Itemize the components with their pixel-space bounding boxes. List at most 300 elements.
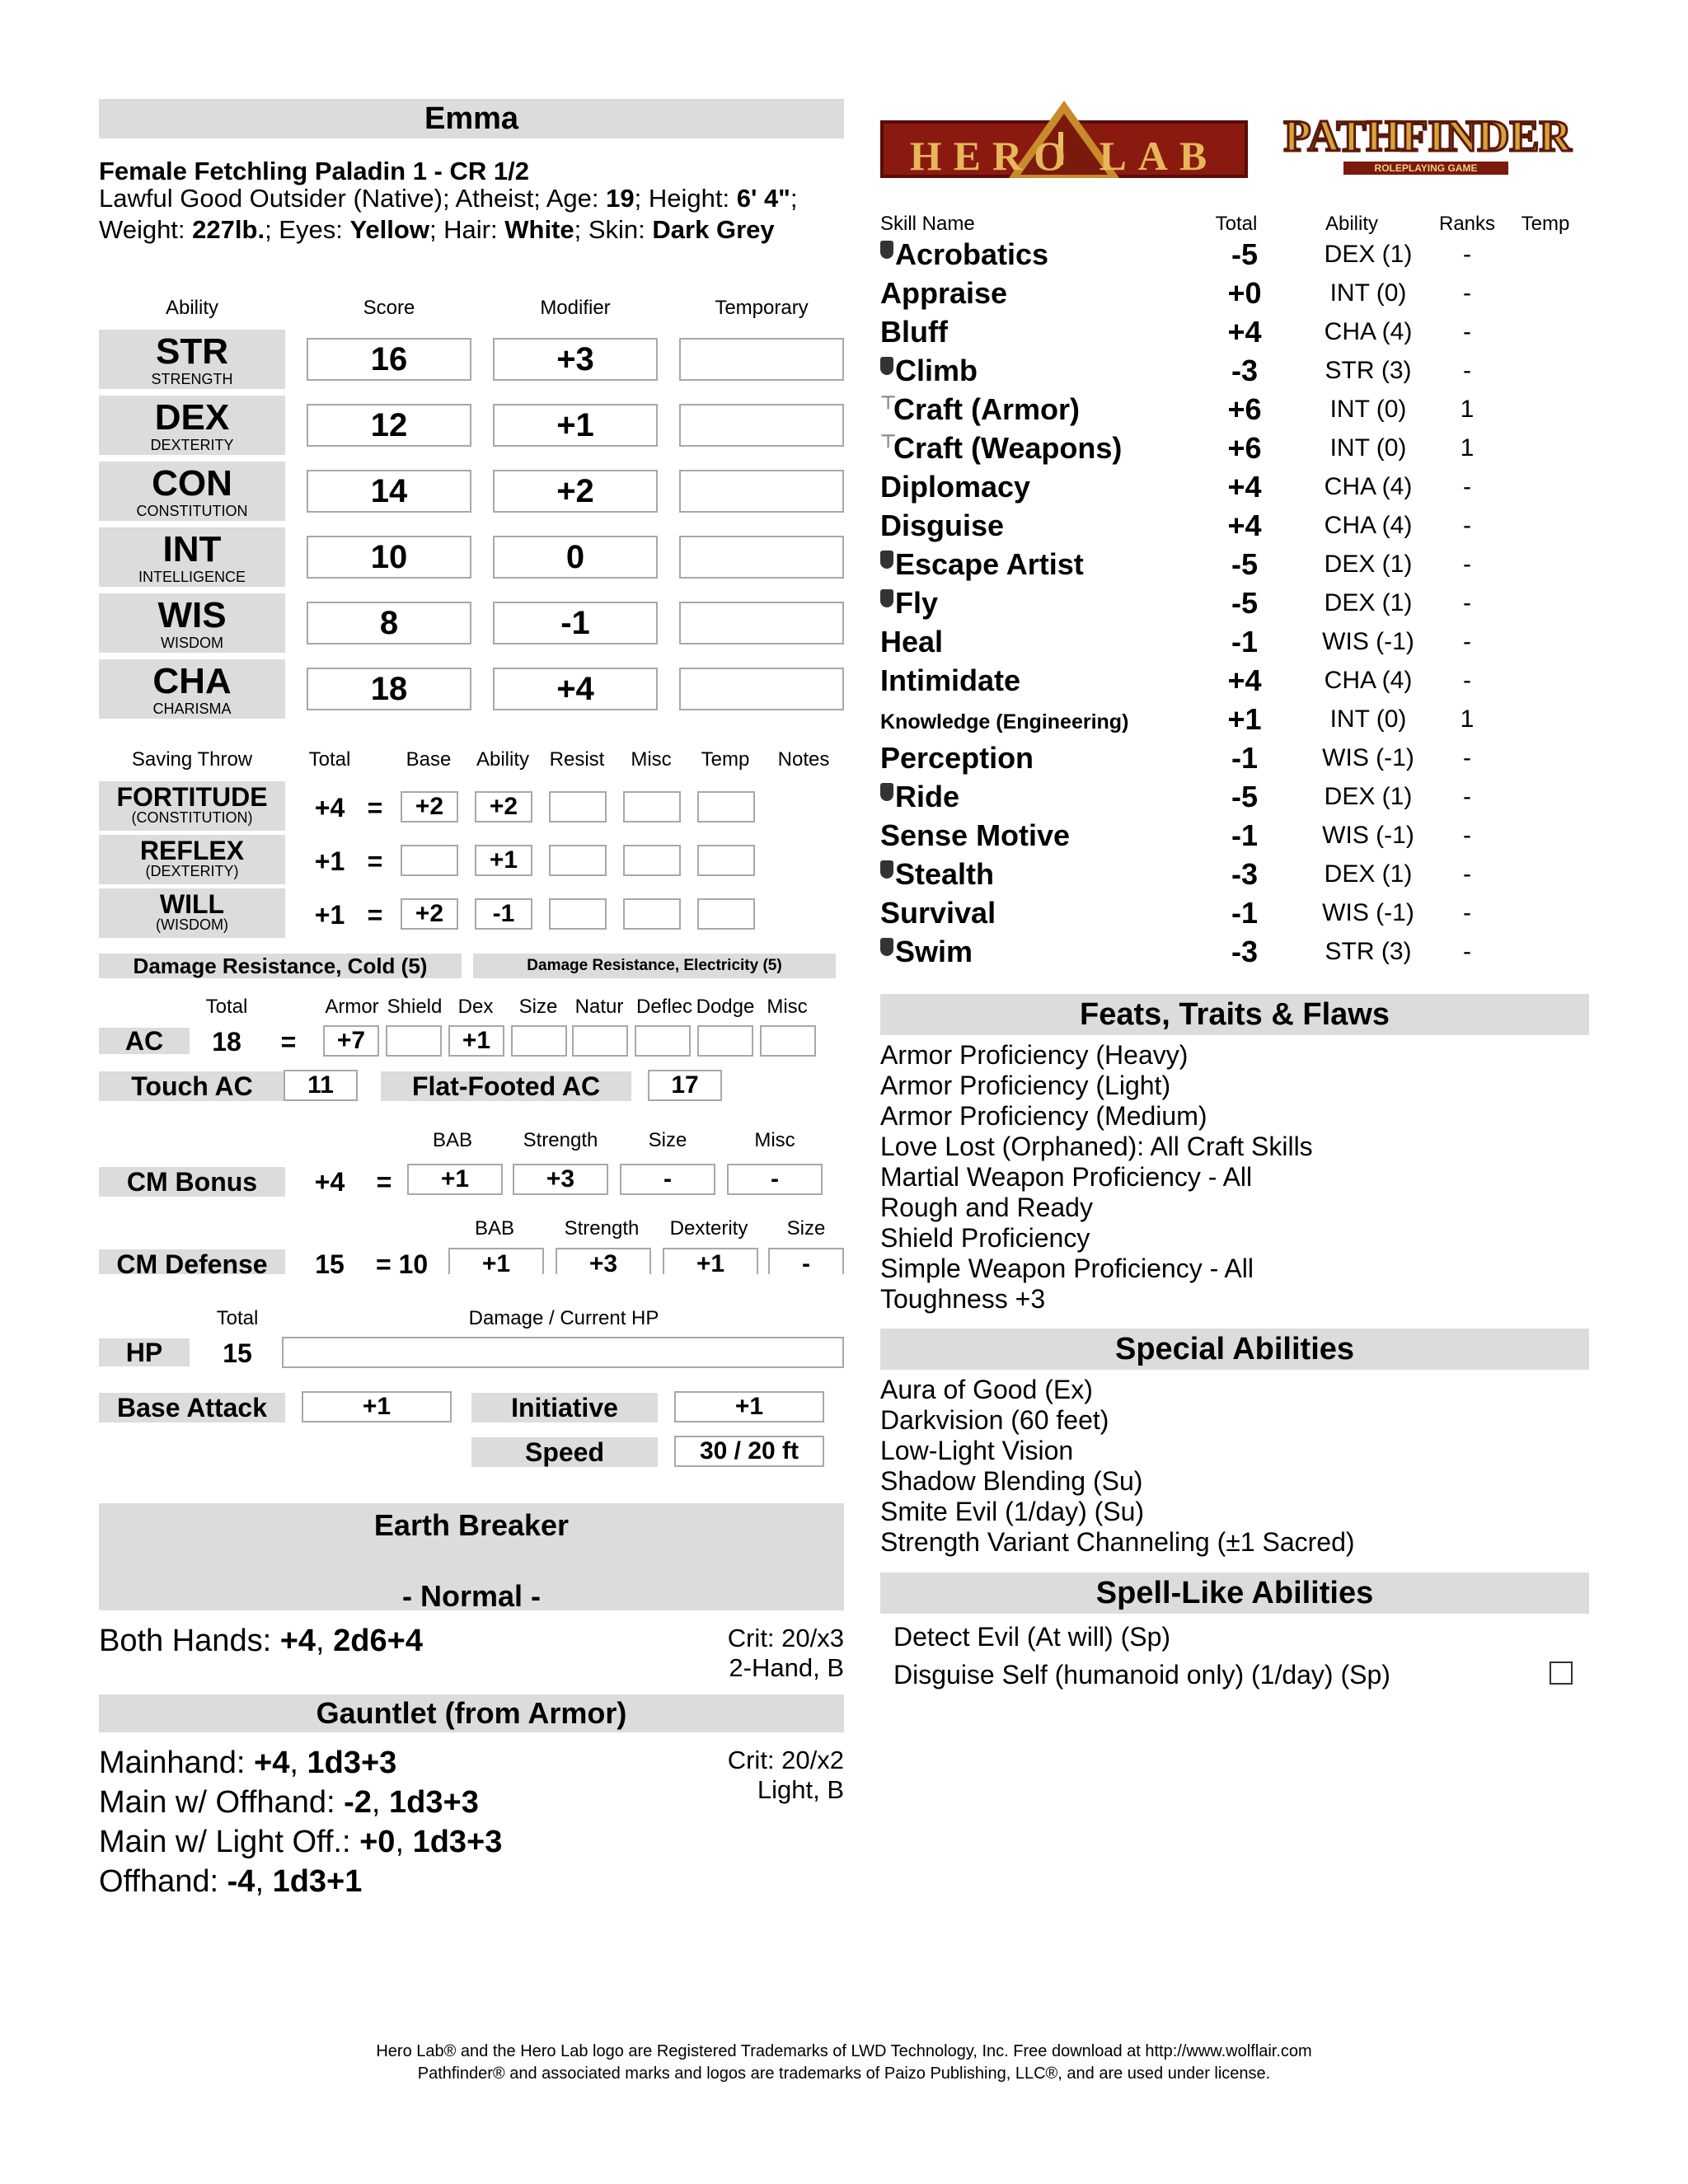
save-temp-header: Temp: [701, 748, 750, 771]
cmd-bab-header: BAB: [474, 1217, 515, 1240]
skill-row-perception: [880, 741, 1606, 780]
save-name: WILL: [159, 889, 225, 919]
cmb-bab-header: BAB: [432, 1129, 473, 1151]
ability-score[interactable]: 14: [307, 470, 471, 513]
touch-ac-value[interactable]: 11: [284, 1070, 358, 1101]
ability-score[interactable]: 8: [307, 602, 471, 644]
attack-label: Main w/ Light Off.:: [99, 1825, 351, 1859]
skill-name: Sense Motive: [880, 818, 1071, 852]
weapon-attack-line: Main w/ Light Off.: +0, 1d3+3: [99, 1825, 503, 1859]
skill-row-craft-weapons: [880, 431, 1606, 470]
cm-defense-total: 15: [315, 1249, 345, 1274]
armor-penalty-icon: [880, 860, 893, 879]
save-misc[interactable]: [623, 791, 681, 823]
skill-row-craft-armor: [880, 392, 1606, 431]
weapon-crit: Crit: 20/x2: [727, 1746, 844, 1774]
save-base-header: Base: [406, 748, 452, 771]
save-misc[interactable]: [623, 898, 681, 930]
skill-ranks: -: [1463, 279, 1471, 307]
skin-label: ; Skin:: [574, 215, 645, 244]
skill-ability: INT (0): [1329, 279, 1407, 307]
herolab-logo: [880, 99, 1248, 183]
skill-total: -5: [1231, 237, 1258, 271]
save-equals: =: [367, 793, 383, 823]
skill-ranks: -: [1463, 938, 1471, 965]
resistance-cold: Damage Resistance, Cold (5): [99, 954, 462, 978]
cmb-misc-header: Misc: [754, 1129, 795, 1151]
skill-ranks: -: [1463, 899, 1471, 926]
weapon-attack-line: Mainhand: +4, 1d3+3: [99, 1746, 397, 1780]
skill-ability: INT (0): [1329, 396, 1407, 423]
skill-total: +6: [1227, 431, 1262, 465]
special-ability-item: Smite Evil (1/day) (Su): [880, 1497, 1145, 1526]
skill-ranks: -: [1463, 822, 1471, 849]
cm-defense-dexterity[interactable]: +1: [663, 1248, 758, 1274]
flat-footed-ac-value[interactable]: 17: [648, 1070, 722, 1101]
feat-item: Toughness +3: [880, 1284, 1046, 1314]
skill-ranks: 1: [1460, 705, 1475, 733]
feat-item: Love Lost (Orphaned): All Craft Skills: [880, 1132, 1313, 1161]
skill-row-diplomacy: [880, 470, 1606, 509]
skill-row-sense-motive: [880, 818, 1606, 857]
cm-bonus-bab[interactable]: +1: [407, 1164, 503, 1195]
skill-ranks: -: [1463, 744, 1471, 771]
skill-total: +1: [1227, 702, 1262, 736]
saving-throw-header: Saving Throw: [131, 748, 253, 771]
skill-name: Heal: [880, 625, 944, 658]
skill-name: Fly: [895, 586, 939, 620]
ac-equals: =: [280, 1027, 297, 1057]
ac-misc-header: Misc: [767, 996, 808, 1018]
skill-total: -3: [1231, 354, 1258, 387]
save-ability[interactable]: -1: [475, 898, 532, 930]
ability-label: [99, 593, 285, 653]
save-sub: (DEXTERITY): [145, 863, 239, 879]
skill-ranks: -: [1463, 473, 1471, 500]
cm-defense-size[interactable]: -: [768, 1248, 844, 1274]
ac-size-header: Size: [518, 996, 558, 1018]
skill-ability: WIS (-1): [1322, 822, 1414, 849]
skill-name: Perception: [880, 741, 1034, 775]
skill-ranks: -: [1463, 551, 1471, 578]
ability-score[interactable]: 18: [307, 668, 471, 710]
cmd-dexterity-header: Dexterity: [669, 1217, 748, 1240]
ability-modifier[interactable]: +4: [493, 668, 658, 710]
weapon-name: Earth Breaker: [373, 1508, 570, 1542]
height-label: ; Height:: [634, 184, 730, 213]
ac-misc[interactable]: [760, 1025, 816, 1057]
attack-damage: 1d3+3: [307, 1746, 397, 1780]
skill-ability: WIS (-1): [1322, 899, 1414, 926]
feat-item: Martial Weapon Proficiency - All: [880, 1162, 1253, 1192]
skill-total: -3: [1231, 857, 1258, 891]
weapon-type: Light, B: [757, 1775, 844, 1804]
ability-modifier[interactable]: +3: [493, 338, 658, 381]
ability-temp[interactable]: [679, 602, 844, 644]
skill-name: Climb: [895, 354, 978, 387]
skill-ranks: -: [1463, 667, 1471, 694]
speed-label: Speed: [471, 1437, 658, 1467]
skill-ranks: 1: [1460, 434, 1475, 462]
skill-total: +4: [1227, 509, 1262, 542]
skill-total: -1: [1231, 625, 1258, 658]
feat-item: Simple Weapon Proficiency - All: [880, 1254, 1254, 1283]
ability-label: [99, 462, 285, 521]
eyes-value: Yellow: [349, 215, 429, 244]
footer-line-1: Hero Lab® and the Hero Lab logo are Registered Trademarks of LWD Technology, Inc. Free download at http://www.wolflair.com: [376, 2042, 1312, 2060]
skill-name: Disguise: [880, 509, 1005, 542]
ac-deflec[interactable]: [635, 1025, 691, 1057]
ability-temp[interactable]: [679, 470, 844, 513]
ability-header: Ability: [165, 297, 219, 319]
pathfinder-logo: [1269, 99, 1586, 181]
skill-row-survival: [880, 896, 1606, 935]
skill-ranks: -: [1463, 241, 1471, 268]
skill-name: Knowledge (Engineering): [880, 710, 1129, 733]
ability-full: WISDOM: [161, 635, 223, 651]
cmd-strength-header: Strength: [564, 1217, 640, 1240]
ability-score[interactable]: 10: [307, 536, 471, 579]
special-ability-item: Strength Variant Channeling (±1 Sacred): [880, 1527, 1355, 1557]
save-base[interactable]: +2: [401, 791, 458, 823]
skill-ranks: -: [1463, 628, 1471, 655]
skill-row-knowledge-engineering: [880, 702, 1606, 741]
ac-natur-header: Natur: [574, 996, 624, 1018]
special-ability-item: Shadow Blending (Su): [880, 1466, 1143, 1496]
skill-ability: INT (0): [1329, 434, 1407, 462]
armor-penalty-icon: [880, 551, 893, 569]
ability-label: [99, 330, 285, 389]
initiative-label: Initiative: [471, 1393, 658, 1422]
save-ability-header: Ability: [476, 748, 530, 771]
skill-row-heal: [880, 625, 1606, 663]
skill-name: Escape Artist: [895, 547, 1084, 581]
save-label: [99, 835, 285, 884]
footer-line-2: Pathfinder® and associated marks and logos are trademarks of Paizo Publishing, LLC®, and are used under license.: [417, 2064, 1271, 2083]
ability-label: [99, 396, 285, 455]
skill-name: Ride: [895, 780, 960, 813]
pathfinder-logo-sub: ROLEPLAYING GAME: [1343, 162, 1508, 175]
ability-label: [99, 659, 285, 719]
save-label: [99, 781, 285, 831]
spell-like-item: Detect Evil (At will) (Sp): [893, 1622, 1171, 1652]
base-attack-label: Base Attack: [99, 1393, 285, 1422]
cmb-size-header: Size: [648, 1129, 687, 1151]
ac-dex[interactable]: +1: [448, 1025, 504, 1057]
skill-name: Stealth: [895, 857, 995, 891]
hp-total: 15: [223, 1338, 252, 1368]
skill-ability: CHA (4): [1324, 667, 1413, 694]
skill-name: Acrobatics: [895, 237, 1049, 271]
feat-item: Armor Proficiency (Light): [880, 1071, 1171, 1100]
save-resist[interactable]: [549, 898, 607, 930]
skill-ability: STR (3): [1325, 357, 1412, 384]
skill-name: Bluff: [880, 315, 948, 349]
skill-ranks-header: Ranks: [1438, 213, 1496, 235]
ability-abbr: INT: [162, 529, 222, 569]
skill-total: +4: [1227, 315, 1262, 349]
weapon-header-earth-breaker: [99, 1503, 844, 1613]
skill-row-climb: [880, 354, 1606, 392]
ac-size[interactable]: [511, 1025, 567, 1057]
skill-total: -3: [1231, 935, 1258, 968]
height-value: 6' 4": [736, 184, 790, 213]
skill-ability: STR (3): [1325, 938, 1412, 965]
skill-name: Intimidate: [880, 663, 1021, 697]
weapon-attack-line: Both Hands: +4, 2d6+4: [99, 1624, 423, 1658]
attack-damage: 1d3+1: [272, 1864, 363, 1899]
skill-ability-header: Ability: [1325, 213, 1379, 235]
ability-modifier[interactable]: +2: [493, 470, 658, 513]
save-sub: (WISDOM): [156, 916, 228, 933]
ac-shield-header: Shield: [387, 996, 443, 1018]
skill-row-intimidate: [880, 663, 1606, 702]
skin-value: Dark Grey: [652, 215, 775, 244]
save-total-header: Total: [308, 748, 351, 771]
hp-current-input[interactable]: [282, 1337, 844, 1368]
armor-penalty-icon: [880, 357, 893, 375]
attack-damage: 2d6+4: [333, 1624, 423, 1658]
desc-prefix: Lawful Good Outsider (Native); Atheist; Age:: [99, 184, 599, 213]
skill-ability: DEX (1): [1324, 589, 1413, 616]
save-temp[interactable]: [697, 791, 755, 823]
cm-bonus-equals: =: [376, 1167, 392, 1197]
save-misc-header: Misc: [631, 748, 672, 771]
skill-total: +6: [1227, 392, 1262, 426]
ability-score[interactable]: 12: [307, 404, 471, 447]
skill-ability: WIS (-1): [1322, 744, 1414, 771]
save-resist-header: Resist: [549, 748, 605, 771]
skill-total: -1: [1231, 896, 1258, 930]
special-ability-item: Low-Light Vision: [880, 1436, 1074, 1465]
ability-modifier[interactable]: -1: [493, 602, 658, 644]
ability-full: DEXTERITY: [150, 437, 234, 453]
cm-bonus-misc[interactable]: -: [727, 1164, 823, 1195]
attack-bonus: +0: [359, 1825, 396, 1859]
skill-total: -1: [1231, 741, 1258, 775]
ability-modifier[interactable]: 0: [493, 536, 658, 579]
skill-name-header: Skill Name: [880, 213, 975, 235]
weapon-type: 2-Hand, B: [729, 1653, 844, 1682]
ability-score[interactable]: 16: [307, 338, 471, 381]
skill-total: +0: [1227, 276, 1262, 310]
pathfinder-logo-text: PATHFINDER: [1283, 111, 1572, 161]
ability-modifier[interactable]: +1: [493, 404, 658, 447]
skill-row-fly: [880, 586, 1606, 625]
attack-label: Mainhand:: [99, 1746, 246, 1780]
ac-armor[interactable]: +7: [323, 1025, 379, 1057]
skill-ability: CHA (4): [1324, 512, 1413, 539]
save-notes-header: Notes: [777, 748, 830, 771]
attack-damage: 1d3+3: [412, 1825, 503, 1859]
cm-defense-strength[interactable]: +3: [556, 1248, 651, 1274]
touch-ac-label: Touch AC: [99, 1071, 285, 1101]
skill-ability: WIS (-1): [1322, 628, 1414, 655]
resistance-electricity: Damage Resistance, Electricity (5): [473, 954, 836, 978]
armor-penalty-icon: [880, 241, 893, 259]
skill-ranks: -: [1463, 783, 1471, 810]
save-misc[interactable]: [623, 845, 681, 876]
base-attack-value[interactable]: +1: [302, 1391, 452, 1422]
weapon-mode: - Normal -: [401, 1579, 541, 1613]
skill-ability: INT (0): [1329, 705, 1407, 733]
save-total: +4: [314, 793, 345, 823]
skill-ranks: -: [1463, 512, 1471, 539]
spell-like-abilities-header: Spell-Like Abilities: [880, 1572, 1589, 1614]
cm-defense-label: CM Defense: [99, 1249, 285, 1274]
skill-ability: DEX (1): [1324, 551, 1413, 578]
attack-label: Both Hands:: [99, 1624, 272, 1658]
ac-deflec-header: Deflec: [635, 996, 693, 1018]
skill-row-appraise: [880, 276, 1606, 315]
skill-ranks: -: [1463, 318, 1471, 345]
save-sub: (CONSTITUTION): [131, 809, 253, 826]
skill-row-acrobatics: [880, 237, 1606, 276]
eyes-label: ; Eyes:: [265, 215, 343, 244]
save-resist[interactable]: [549, 845, 607, 876]
cmb-strength-header: Strength: [523, 1129, 598, 1151]
trained-only-icon: ⊤: [880, 392, 897, 413]
save-base[interactable]: +2: [401, 898, 458, 930]
initiative-value[interactable]: +1: [674, 1391, 824, 1422]
save-name: FORTITUDE: [116, 782, 268, 812]
skill-total: -5: [1231, 780, 1258, 813]
herolab-logo-text: HERO LAB: [909, 133, 1219, 179]
save-equals: =: [367, 900, 383, 930]
ability-full: STRENGTH: [151, 371, 233, 387]
save-temp[interactable]: [697, 845, 755, 876]
skill-name: Diplomacy: [880, 470, 1031, 504]
save-resist[interactable]: [549, 791, 607, 823]
weapon-header-gauntlet: Gauntlet (from Armor): [99, 1694, 844, 1732]
ability-temp[interactable]: [679, 404, 844, 447]
skill-name: Survival: [880, 896, 996, 930]
trained-only-icon: ⊤: [880, 431, 897, 452]
skill-ability: DEX (1): [1324, 241, 1413, 268]
skill-total: +4: [1227, 470, 1262, 504]
skill-ability: DEX (1): [1324, 783, 1413, 810]
cmd-size-header: Size: [786, 1217, 826, 1240]
spell-use-checkbox[interactable]: [1550, 1661, 1573, 1685]
weapon-attack-line: Main w/ Offhand: -2, 1d3+3: [99, 1785, 479, 1820]
save-equals: =: [367, 846, 383, 876]
attack-label: Offhand:: [99, 1864, 219, 1899]
ability-temp[interactable]: [679, 536, 844, 579]
special-ability-item: Darkvision (60 feet): [880, 1405, 1109, 1435]
ac-dodge[interactable]: [697, 1025, 753, 1057]
weight-value: 227lb.: [192, 215, 265, 244]
skill-row-bluff: [880, 315, 1606, 354]
attack-bonus: +4: [279, 1624, 316, 1658]
ability-temp[interactable]: [679, 338, 844, 381]
ability-abbr: CHA: [152, 661, 232, 701]
skill-ranks: -: [1463, 357, 1471, 384]
ability-abbr: WIS: [157, 595, 227, 635]
ability-abbr: DEX: [154, 397, 230, 438]
modifier-header: Modifier: [540, 297, 611, 319]
speed-value[interactable]: 30 / 20 ft: [674, 1436, 824, 1467]
ability-full: CHARISMA: [152, 701, 232, 717]
cm-bonus-total: +4: [314, 1167, 345, 1197]
armor-penalty-icon: [880, 589, 893, 607]
skill-name: Appraise: [880, 276, 1008, 310]
skill-total: -5: [1231, 586, 1258, 620]
hp-label: HP: [99, 1338, 190, 1366]
skill-row-ride: [880, 780, 1606, 818]
feat-item: Rough and Ready: [880, 1193, 1093, 1222]
weight-label: ; Weight:: [99, 184, 798, 244]
attack-bonus: +4: [254, 1746, 290, 1780]
age-value: 19: [606, 184, 635, 213]
cm-defense-bab[interactable]: +1: [448, 1248, 544, 1274]
skill-ability: DEX (1): [1324, 860, 1413, 888]
temporary-header: Temporary: [715, 297, 809, 319]
ac-natur[interactable]: [572, 1025, 628, 1057]
cm-bonus-size[interactable]: -: [620, 1164, 715, 1195]
ac-dodge-header: Dodge: [696, 996, 755, 1018]
attack-bonus: -4: [227, 1864, 256, 1899]
weapon-attack-line: Offhand: -4, 1d3+1: [99, 1864, 363, 1899]
cm-bonus-strength[interactable]: +3: [513, 1164, 608, 1195]
ac-total: 18: [212, 1027, 241, 1057]
save-ability[interactable]: +1: [475, 845, 532, 876]
save-temp[interactable]: [697, 898, 755, 930]
feat-item: Armor Proficiency (Medium): [880, 1101, 1207, 1131]
feat-item: Armor Proficiency (Heavy): [880, 1040, 1189, 1070]
feats-header: Feats, Traits & Flaws: [880, 994, 1589, 1035]
skill-ability: CHA (4): [1324, 318, 1413, 345]
skill-row-stealth: [880, 857, 1606, 896]
score-header: Score: [363, 297, 415, 319]
hair-value: White: [504, 215, 574, 244]
armor-penalty-icon: [880, 938, 893, 956]
character-description: [99, 183, 844, 246]
special-ability-item: Aura of Good (Ex): [880, 1375, 1093, 1404]
character-name: Emma: [99, 99, 844, 138]
attack-bonus: -2: [344, 1785, 372, 1820]
save-base[interactable]: [401, 845, 458, 876]
skill-name: Swim: [895, 935, 973, 968]
flat-footed-ac-label: Flat-Footed AC: [381, 1071, 631, 1101]
race-class: Female Fetchling Paladin 1 - CR 1/2: [99, 157, 529, 185]
skill-row-swim: [880, 935, 1606, 973]
ability-full: INTELLIGENCE: [138, 569, 246, 585]
skill-ranks: -: [1463, 860, 1471, 888]
ability-abbr: CON: [152, 463, 232, 504]
skill-temp-header: Temp: [1521, 213, 1570, 235]
skill-name: Craft (Armor): [893, 392, 1081, 426]
ability-temp[interactable]: [679, 668, 844, 710]
ac-label: AC: [99, 1028, 190, 1054]
cm-defense-equals: = 10: [376, 1249, 429, 1274]
skill-total: +4: [1227, 663, 1262, 697]
skill-total: -5: [1231, 547, 1258, 581]
attack-label: Main w/ Offhand:: [99, 1785, 335, 1820]
skill-row-disguise: [880, 509, 1606, 547]
attack-damage: 1d3+3: [389, 1785, 479, 1820]
skill-total: -1: [1231, 818, 1258, 852]
save-ability[interactable]: +2: [475, 791, 532, 823]
skill-name: Craft (Weapons): [893, 431, 1123, 465]
skill-row-escape-artist: [880, 547, 1606, 586]
ac-dex-header: Dex: [457, 996, 494, 1018]
skill-total-header: Total: [1215, 213, 1258, 235]
cm-bonus-label: CM Bonus: [99, 1167, 285, 1197]
ac-shield[interactable]: [386, 1025, 442, 1057]
armor-penalty-icon: [880, 783, 893, 801]
save-name: REFLEX: [139, 836, 245, 865]
save-total: +1: [314, 900, 345, 930]
